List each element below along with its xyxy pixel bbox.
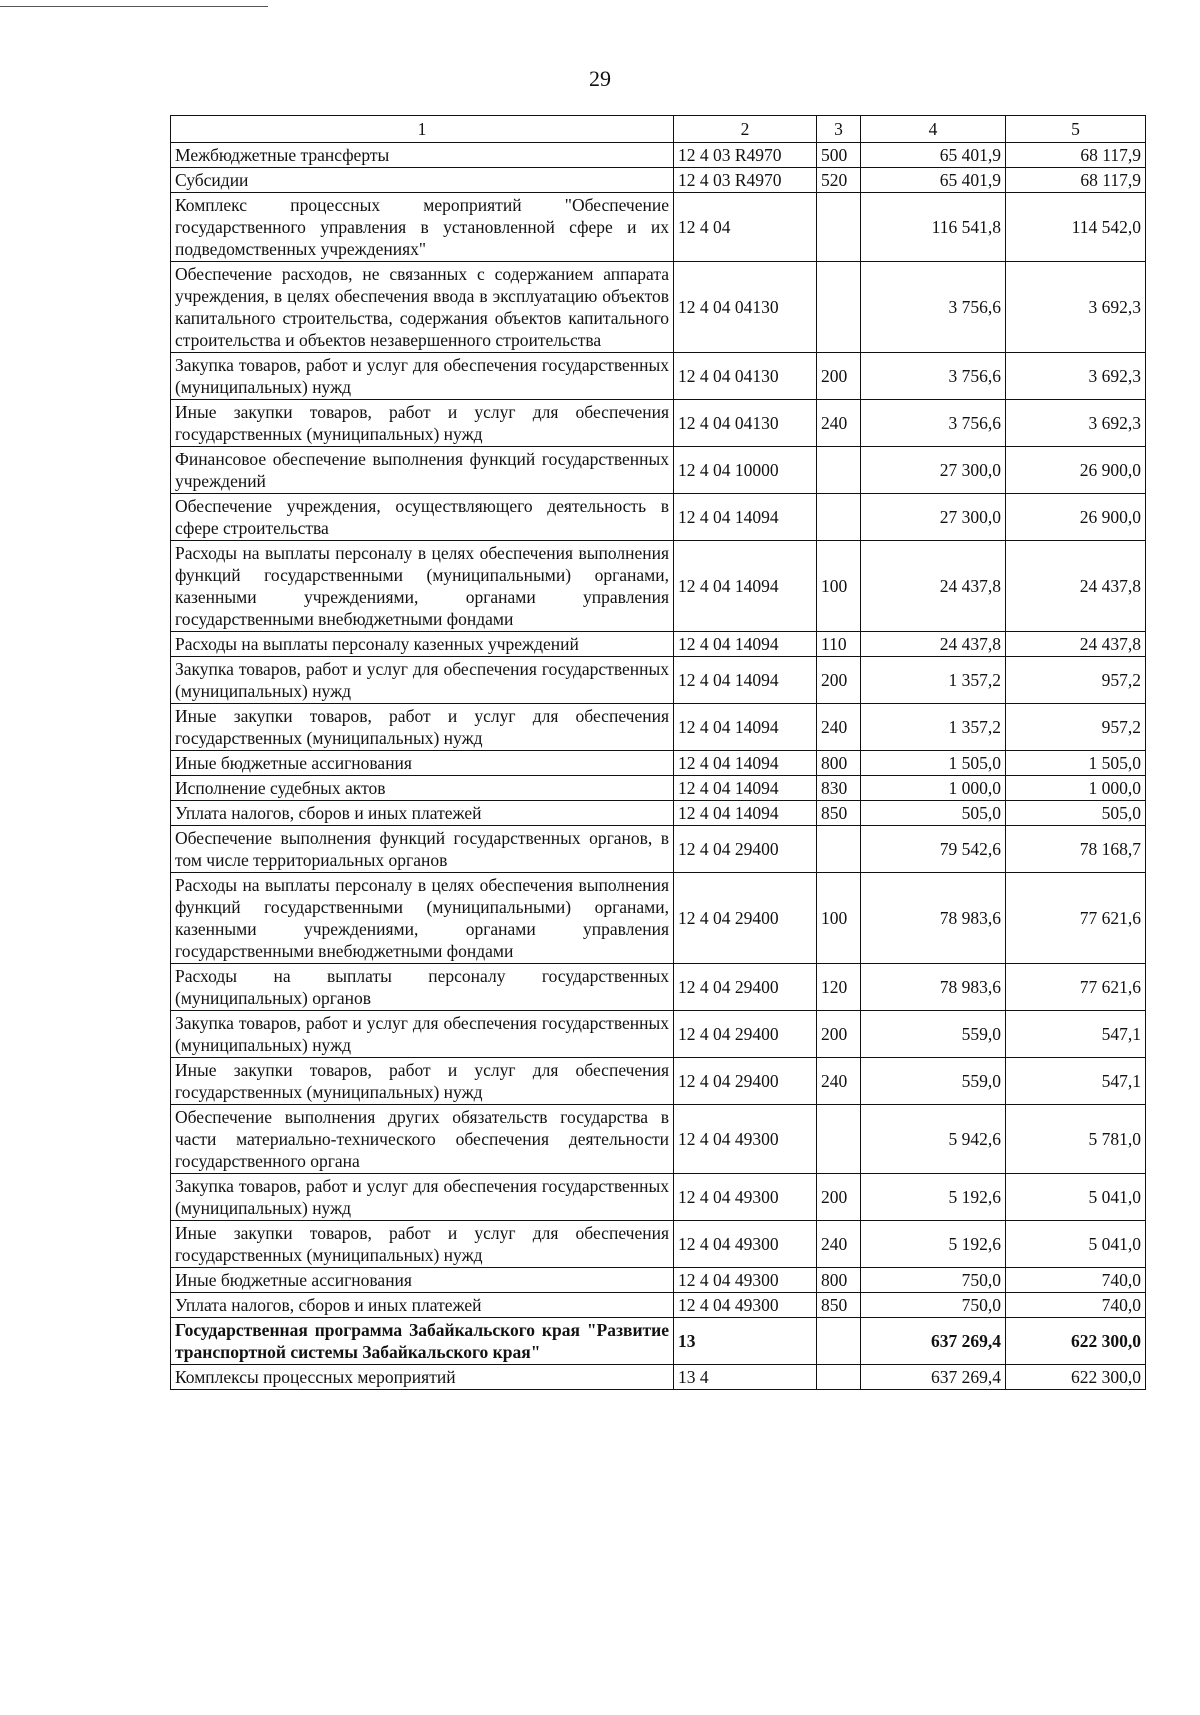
amount-year-2: 622 300,0 bbox=[1006, 1318, 1146, 1365]
amount-year-1: 65 401,9 bbox=[861, 168, 1006, 193]
expense-type-code bbox=[817, 494, 861, 541]
table-row bbox=[171, 1221, 1146, 1268]
item-code: 12 4 04 04130 bbox=[674, 353, 817, 400]
amount-year-1: 750,0 bbox=[861, 1268, 1006, 1293]
expense-type-code bbox=[817, 1105, 861, 1174]
item-name: Межбюджетные трансферты bbox=[171, 143, 674, 168]
expense-type-code: 200 bbox=[817, 1174, 861, 1221]
expense-type-code bbox=[817, 826, 861, 873]
amount-year-2: 5 041,0 bbox=[1006, 1221, 1146, 1268]
item-name: Уплата налогов, сборов и иных платежей bbox=[171, 801, 674, 826]
table-row bbox=[171, 1318, 1146, 1365]
item-name: Комплексы процессных мероприятий bbox=[171, 1365, 674, 1390]
amount-year-1: 27 300,0 bbox=[861, 494, 1006, 541]
amount-year-2: 505,0 bbox=[1006, 801, 1146, 826]
amount-year-2: 5 781,0 bbox=[1006, 1105, 1146, 1174]
expense-type-code: 240 bbox=[817, 704, 861, 751]
item-name: Расходы на выплаты персоналу казенных учреждений bbox=[171, 632, 674, 657]
expense-type-code: 240 bbox=[817, 400, 861, 447]
item-code: 12 4 04 14094 bbox=[674, 751, 817, 776]
amount-year-1: 65 401,9 bbox=[861, 143, 1006, 168]
item-name: Иные закупки товаров, работ и услуг для обеспечения государственных (муниципальных) нужд bbox=[171, 400, 674, 447]
item-name: Иные бюджетные ассигнования bbox=[171, 751, 674, 776]
amount-year-1: 79 542,6 bbox=[861, 826, 1006, 873]
item-code: 12 4 03 R4970 bbox=[674, 168, 817, 193]
expense-type-code: 520 bbox=[817, 168, 861, 193]
item-code: 12 4 04 49300 bbox=[674, 1268, 817, 1293]
amount-year-1: 3 756,6 bbox=[861, 262, 1006, 353]
item-code: 12 4 04 49300 bbox=[674, 1293, 817, 1318]
item-code: 13 4 bbox=[674, 1365, 817, 1390]
item-name: Комплекс процессных мероприятий "Обеспечение государственного управления в установленной сфере и их подведомственных учреждениях" bbox=[171, 193, 674, 262]
item-name: Исполнение судебных актов bbox=[171, 776, 674, 801]
table-row bbox=[171, 494, 1146, 541]
table-row bbox=[171, 657, 1146, 704]
table-row bbox=[171, 1174, 1146, 1221]
table-row bbox=[171, 1268, 1146, 1293]
table-row bbox=[171, 873, 1146, 964]
item-code: 12 4 04 49300 bbox=[674, 1174, 817, 1221]
amount-year-2: 957,2 bbox=[1006, 657, 1146, 704]
column-header: 4 bbox=[861, 116, 1006, 143]
item-code: 12 4 04 29400 bbox=[674, 826, 817, 873]
item-name: Обеспечение учреждения, осуществляющего деятельность в сфере строительства bbox=[171, 494, 674, 541]
amount-year-2: 5 041,0 bbox=[1006, 1174, 1146, 1221]
item-code: 12 4 04 49300 bbox=[674, 1105, 817, 1174]
table-row bbox=[171, 193, 1146, 262]
table-row bbox=[171, 1105, 1146, 1174]
amount-year-1: 505,0 bbox=[861, 801, 1006, 826]
column-header: 2 bbox=[674, 116, 817, 143]
table-row bbox=[171, 964, 1146, 1011]
table-row bbox=[171, 143, 1146, 168]
amount-year-1: 78 983,6 bbox=[861, 964, 1006, 1011]
item-name: Обеспечение расходов, не связанных с содержанием аппарата учреждения, в целях обеспечения ввода в эксплуатацию объектов капитального строительства, содержания объектов капитального строительства и объектов незавершенного строительства bbox=[171, 262, 674, 353]
table-row bbox=[171, 751, 1146, 776]
expense-type-code: 100 bbox=[817, 541, 861, 632]
table-row bbox=[171, 400, 1146, 447]
amount-year-1: 27 300,0 bbox=[861, 447, 1006, 494]
amount-year-1: 1 505,0 bbox=[861, 751, 1006, 776]
amount-year-1: 637 269,4 bbox=[861, 1318, 1006, 1365]
item-name: Иные бюджетные ассигнования bbox=[171, 1268, 674, 1293]
amount-year-2: 1 000,0 bbox=[1006, 776, 1146, 801]
item-code: 12 4 04 14094 bbox=[674, 632, 817, 657]
amount-year-1: 3 756,6 bbox=[861, 400, 1006, 447]
item-name: Обеспечение выполнения функций государственных органов, в том числе территориальных органов bbox=[171, 826, 674, 873]
amount-year-2: 77 621,6 bbox=[1006, 964, 1146, 1011]
expense-type-code bbox=[817, 1318, 861, 1365]
expense-type-code: 100 bbox=[817, 873, 861, 964]
item-code: 12 4 04 14094 bbox=[674, 704, 817, 751]
item-name: Иные закупки товаров, работ и услуг для обеспечения государственных (муниципальных) нужд bbox=[171, 704, 674, 751]
amount-year-2: 547,1 bbox=[1006, 1011, 1146, 1058]
expense-type-code bbox=[817, 193, 861, 262]
item-name: Закупка товаров, работ и услуг для обеспечения государственных (муниципальных) нужд bbox=[171, 657, 674, 704]
expense-type-code: 240 bbox=[817, 1058, 861, 1105]
amount-year-2: 26 900,0 bbox=[1006, 494, 1146, 541]
table-row bbox=[171, 541, 1146, 632]
table-row bbox=[171, 704, 1146, 751]
expense-type-code: 240 bbox=[817, 1221, 861, 1268]
budget-table bbox=[170, 115, 1146, 1390]
expense-type-code bbox=[817, 447, 861, 494]
item-name: Закупка товаров, работ и услуг для обеспечения государственных (муниципальных) нужд bbox=[171, 1011, 674, 1058]
amount-year-2: 114 542,0 bbox=[1006, 193, 1146, 262]
amount-year-1: 5 942,6 bbox=[861, 1105, 1006, 1174]
amount-year-1: 78 983,6 bbox=[861, 873, 1006, 964]
amount-year-2: 1 505,0 bbox=[1006, 751, 1146, 776]
amount-year-1: 1 357,2 bbox=[861, 657, 1006, 704]
expense-type-code: 800 bbox=[817, 1268, 861, 1293]
item-code: 12 4 04 04130 bbox=[674, 262, 817, 353]
item-name: Закупка товаров, работ и услуг для обеспечения государственных (муниципальных) нужд bbox=[171, 1174, 674, 1221]
top-rule bbox=[0, 6, 268, 7]
table-row bbox=[171, 1365, 1146, 1390]
amount-year-2: 24 437,8 bbox=[1006, 541, 1146, 632]
expense-type-code: 830 bbox=[817, 776, 861, 801]
expense-type-code bbox=[817, 262, 861, 353]
amount-year-2: 3 692,3 bbox=[1006, 262, 1146, 353]
expense-type-code: 850 bbox=[817, 801, 861, 826]
item-code: 12 4 04 14094 bbox=[674, 801, 817, 826]
item-code: 12 4 04 14094 bbox=[674, 541, 817, 632]
amount-year-2: 26 900,0 bbox=[1006, 447, 1146, 494]
amount-year-2: 740,0 bbox=[1006, 1293, 1146, 1318]
item-name: Уплата налогов, сборов и иных платежей bbox=[171, 1293, 674, 1318]
amount-year-2: 78 168,7 bbox=[1006, 826, 1146, 873]
amount-year-1: 116 541,8 bbox=[861, 193, 1006, 262]
expense-type-code: 200 bbox=[817, 657, 861, 704]
amount-year-2: 24 437,8 bbox=[1006, 632, 1146, 657]
item-name: Государственная программа Забайкальского края "Развитие транспортной системы Забайкальского края" bbox=[171, 1318, 674, 1365]
item-code: 12 4 04 29400 bbox=[674, 964, 817, 1011]
item-name: Обеспечение выполнения других обязательств государства в части материально-технического обеспечения деятельности государственного органа bbox=[171, 1105, 674, 1174]
amount-year-2: 3 692,3 bbox=[1006, 353, 1146, 400]
expense-type-code: 110 bbox=[817, 632, 861, 657]
item-code: 12 4 04 29400 bbox=[674, 1058, 817, 1105]
amount-year-1: 559,0 bbox=[861, 1058, 1006, 1105]
table-body bbox=[171, 143, 1146, 1390]
table-row bbox=[171, 826, 1146, 873]
expense-type-code bbox=[817, 1365, 861, 1390]
table-row bbox=[171, 1011, 1146, 1058]
table-row bbox=[171, 1293, 1146, 1318]
item-name: Закупка товаров, работ и услуг для обеспечения государственных (муниципальных) нужд bbox=[171, 353, 674, 400]
amount-year-2: 957,2 bbox=[1006, 704, 1146, 751]
item-code: 12 4 04 10000 bbox=[674, 447, 817, 494]
column-header: 5 bbox=[1006, 116, 1146, 143]
column-header: 3 bbox=[817, 116, 861, 143]
table-row bbox=[171, 168, 1146, 193]
table-row bbox=[171, 1058, 1146, 1105]
amount-year-1: 24 437,8 bbox=[861, 541, 1006, 632]
expense-type-code: 200 bbox=[817, 1011, 861, 1058]
item-code: 12 4 04 29400 bbox=[674, 873, 817, 964]
table-row bbox=[171, 776, 1146, 801]
item-name: Расходы на выплаты персоналу в целях обеспечения выполнения функций государственными (муниципальными) органами, казенными учреждениями, органами управления государственными внебюджетными фондами bbox=[171, 541, 674, 632]
item-name: Расходы на выплаты персоналу государственных (муниципальных) органов bbox=[171, 964, 674, 1011]
expense-type-code: 200 bbox=[817, 353, 861, 400]
amount-year-2: 3 692,3 bbox=[1006, 400, 1146, 447]
table-row bbox=[171, 353, 1146, 400]
amount-year-2: 68 117,9 bbox=[1006, 143, 1146, 168]
amount-year-1: 5 192,6 bbox=[861, 1221, 1006, 1268]
table-row bbox=[171, 632, 1146, 657]
expense-type-code: 850 bbox=[817, 1293, 861, 1318]
amount-year-1: 24 437,8 bbox=[861, 632, 1006, 657]
amount-year-1: 637 269,4 bbox=[861, 1365, 1006, 1390]
table-row bbox=[171, 447, 1146, 494]
item-name: Субсидии bbox=[171, 168, 674, 193]
table-header-row bbox=[171, 116, 1146, 143]
expense-type-code: 120 bbox=[817, 964, 861, 1011]
amount-year-2: 68 117,9 bbox=[1006, 168, 1146, 193]
table-row bbox=[171, 801, 1146, 826]
amount-year-1: 559,0 bbox=[861, 1011, 1006, 1058]
expense-type-code: 800 bbox=[817, 751, 861, 776]
amount-year-2: 547,1 bbox=[1006, 1058, 1146, 1105]
item-code: 12 4 04 14094 bbox=[674, 776, 817, 801]
amount-year-1: 1 357,2 bbox=[861, 704, 1006, 751]
amount-year-2: 622 300,0 bbox=[1006, 1365, 1146, 1390]
item-code: 13 bbox=[674, 1318, 817, 1365]
amount-year-1: 3 756,6 bbox=[861, 353, 1006, 400]
amount-year-2: 77 621,6 bbox=[1006, 873, 1146, 964]
expense-type-code: 500 bbox=[817, 143, 861, 168]
page-number: 29 bbox=[589, 66, 611, 91]
column-header: 1 bbox=[171, 116, 674, 143]
item-code: 12 4 04 29400 bbox=[674, 1011, 817, 1058]
item-code: 12 4 04 bbox=[674, 193, 817, 262]
table-row bbox=[171, 262, 1146, 353]
amount-year-1: 1 000,0 bbox=[861, 776, 1006, 801]
item-code: 12 4 04 14094 bbox=[674, 494, 817, 541]
item-name: Финансовое обеспечение выполнения функций государственных учреждений bbox=[171, 447, 674, 494]
item-code: 12 4 04 14094 bbox=[674, 657, 817, 704]
item-code: 12 4 03 R4970 bbox=[674, 143, 817, 168]
item-code: 12 4 04 04130 bbox=[674, 400, 817, 447]
item-name: Иные закупки товаров, работ и услуг для обеспечения государственных (муниципальных) нужд bbox=[171, 1058, 674, 1105]
amount-year-2: 740,0 bbox=[1006, 1268, 1146, 1293]
item-code: 12 4 04 49300 bbox=[674, 1221, 817, 1268]
amount-year-1: 5 192,6 bbox=[861, 1174, 1006, 1221]
amount-year-1: 750,0 bbox=[861, 1293, 1006, 1318]
item-name: Расходы на выплаты персоналу в целях обеспечения выполнения функций государственными (муниципальными) органами, казенными учреждениями, органами управления государственными внебюджетными фондами bbox=[171, 873, 674, 964]
item-name: Иные закупки товаров, работ и услуг для обеспечения государственных (муниципальных) нужд bbox=[171, 1221, 674, 1268]
